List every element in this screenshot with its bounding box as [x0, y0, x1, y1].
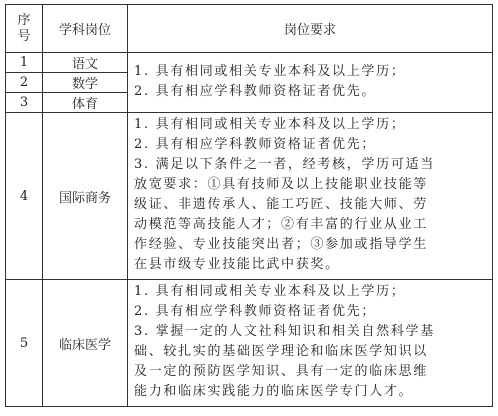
table-row: [6, 280, 493, 407]
requirement-line: 放宽要求：①具有技师及以上技能职业技能等: [134, 177, 429, 192]
row-subject: 体育: [43, 93, 128, 113]
row-subject: 国际商务: [43, 113, 128, 280]
requirement-line: 1. 具有相同或相关专业本科及以上学历；: [134, 284, 406, 299]
requirement-line: 级证、非遗传承人、能工巧匠、技能大师、劳: [134, 197, 429, 212]
table-row: [6, 113, 493, 280]
header-no-line2: 号: [17, 28, 31, 44]
row-subject: 数学: [43, 73, 128, 93]
job-requirements-table: [5, 4, 493, 407]
row5-requirements: [128, 280, 493, 407]
row-no: 1: [6, 53, 43, 73]
header-requirements: 岗位要求: [128, 5, 493, 53]
table-row: [6, 53, 493, 73]
group1-requirements: [128, 53, 493, 113]
requirement-line: 础、较扎实的基础医学理论和临床医学知识以: [134, 344, 429, 359]
row-no: 3: [6, 93, 43, 113]
requirement-line: 3. 掌握一定的人文社科知识和相关自然科学基: [134, 324, 435, 339]
requirement-line: 2. 具有相应学科教师资格证者优先；: [134, 137, 377, 152]
requirement-line: 在县市级专业技能比武中获奖。: [134, 257, 340, 272]
row-subject: 临床医学: [43, 280, 128, 407]
requirement-line: 2. 具有相应学科教师资格证者优先。: [134, 83, 377, 99]
requirement-line: 1. 具有相同或相关专业本科及以上学历；: [134, 117, 406, 132]
requirement-line: 动模范等高技能人才；②有丰富的行业从业工: [134, 217, 429, 232]
requirement-line: 及一定的预防医学知识、具有一定的临床思维: [134, 364, 429, 379]
requirement-line: 3. 满足以下条件之一者，经考核，学历可适当: [134, 157, 435, 172]
row4-requirements: [128, 113, 493, 280]
header-no: [6, 5, 43, 53]
table-header-row: [6, 5, 493, 53]
row-no: 5: [6, 280, 43, 407]
requirement-line: 能力和临床实践能力的临床医学专门人才。: [134, 384, 414, 399]
header-no-line1: 序: [17, 12, 31, 28]
row-no: 2: [6, 73, 43, 93]
requirement-line: 作经验、专业技能突出者；③参加或指导学生: [134, 237, 429, 252]
requirement-line: 1. 具有相同或相关专业本科及以上学历；: [134, 63, 406, 79]
header-subject: 学科岗位: [43, 5, 128, 53]
row-subject: 语文: [43, 53, 128, 73]
requirement-line: 2. 具有相应学科教师资格证者优先；: [134, 304, 377, 319]
row-no: 4: [6, 113, 43, 280]
